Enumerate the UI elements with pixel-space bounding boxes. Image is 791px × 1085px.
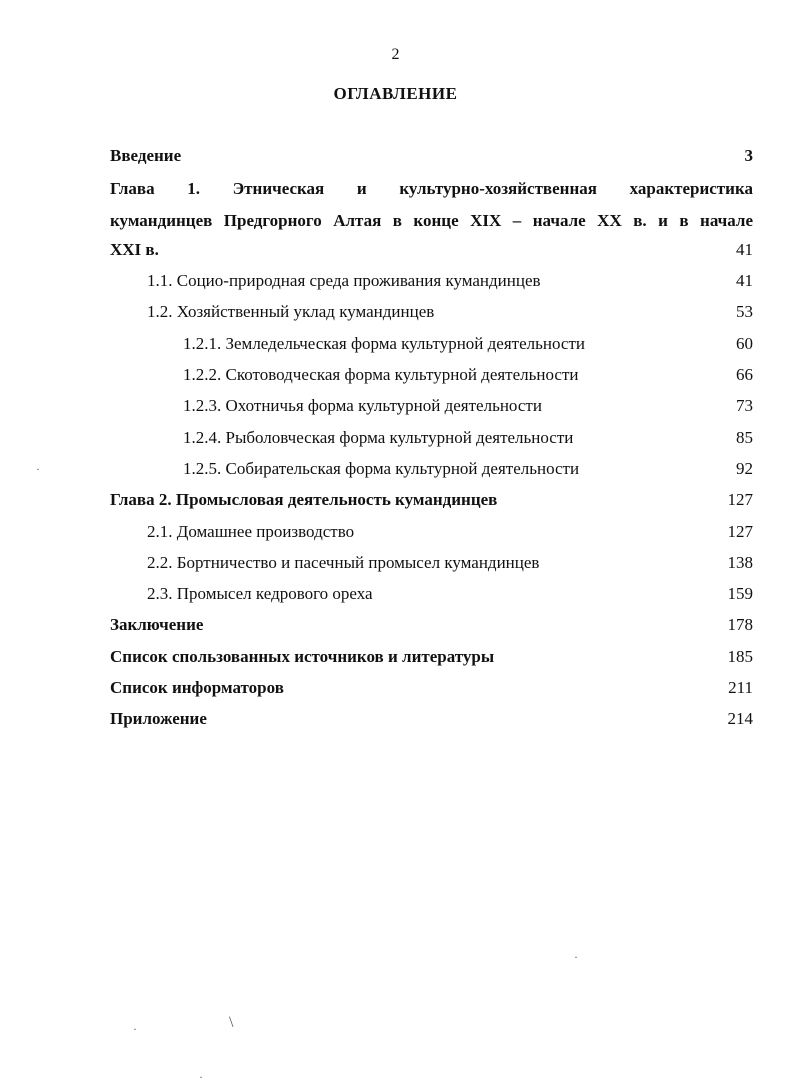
- speck-mark: ·: [133, 1022, 137, 1036]
- toc-entry-chapter1[interactable]: [110, 236, 753, 267]
- toc-entry-label: 1.2. Хозяйственный уклад кумандинцев: [147, 302, 435, 322]
- toc-entry-label: 2.3. Промысел кедрового ореха: [147, 584, 373, 604]
- toc-entry-1-2-4[interactable]: [110, 424, 753, 455]
- toc-entry-label: 1.1. Социо-природная среда проживания кумандинцев: [147, 271, 541, 291]
- speck-mark: ·: [36, 462, 40, 476]
- toc-entry-label: Приложение: [110, 709, 207, 729]
- toc-entry-label: 1.2.1. Земледельческая форма культурной деятельности: [183, 333, 585, 353]
- toc-chapter1-line2[interactable]: кумандинцев Предгорного Алтая в конце XIX – начале XX в. и в начале: [110, 210, 753, 230]
- toc-entry-label: 2.2. Бортничество и пасечный промысел кумандинцев: [147, 552, 540, 572]
- toc-entry-page: 66: [736, 365, 753, 385]
- speck-mark: ·: [199, 1070, 203, 1084]
- speck-mark: ·: [574, 950, 578, 964]
- toc-entry-1-2-5[interactable]: [110, 455, 753, 486]
- toc-entry-informants[interactable]: [110, 674, 753, 705]
- toc-entry-page: 159: [727, 584, 753, 604]
- toc-entry-page: 73: [736, 396, 753, 416]
- page-number: 2: [391, 46, 400, 63]
- toc-entry-page: 3: [744, 146, 753, 165]
- toc-entry-label: Список информаторов: [110, 678, 284, 698]
- toc-entry-page: 127: [727, 490, 753, 510]
- toc-entry-page: 41: [736, 239, 753, 259]
- toc-entry-1-2[interactable]: [110, 298, 753, 329]
- toc-entry-page: 127: [727, 521, 753, 541]
- toc-entry-page: 60: [736, 333, 753, 353]
- toc-entry-1-2-2[interactable]: [110, 361, 753, 392]
- toc-entry-2-2[interactable]: [110, 549, 753, 580]
- toc-entry-label: 1.2.5. Собирательская форма культурной деятельности: [183, 458, 580, 478]
- toc-entry-label: Глава 2. Промысловая деятельность кумандинцев: [110, 490, 498, 510]
- page-title: ОГЛАВЛЕНИЕ: [333, 84, 458, 103]
- speck-mark: \: [229, 1014, 234, 1031]
- toc-entry-conclusion[interactable]: [110, 611, 753, 642]
- toc-entry-page: 41: [736, 271, 753, 291]
- toc-entry-1-1[interactable]: [110, 267, 753, 298]
- toc-entry-1-2-1[interactable]: [110, 330, 753, 361]
- toc-entry-page: 85: [736, 427, 753, 447]
- toc-entry-label: 1.2.4. Рыболовческая форма культурной деятельности: [183, 427, 574, 447]
- toc-entry-label: Введение: [110, 146, 182, 165]
- toc-entry-1-2-3[interactable]: [110, 392, 753, 423]
- toc-entry-label: Заключение: [110, 615, 204, 635]
- toc-entry-page: 138: [727, 552, 753, 572]
- toc-entry-page: 178: [727, 615, 753, 635]
- toc-entry-page: 211: [728, 678, 753, 698]
- toc-entry-chapter2[interactable]: [110, 486, 753, 517]
- toc-entry-2-3[interactable]: [110, 580, 753, 611]
- toc-entry-appendix[interactable]: [110, 705, 753, 736]
- toc-chapter1-line1[interactable]: Глава 1. Этническая и культурно-хозяйственная характеристика: [110, 179, 753, 199]
- toc-entry-sources[interactable]: [110, 643, 753, 674]
- toc-entry-label: Список спользованных источников и литературы: [110, 646, 495, 666]
- toc-entry-page: 185: [727, 646, 753, 666]
- toc-chapter1-line3: XXI в.: [110, 239, 159, 259]
- toc-entry-label: 2.1. Домашнее производство: [147, 521, 355, 541]
- toc-entry-intro[interactable]: [110, 142, 753, 173]
- toc-entry-page: 92: [736, 458, 753, 478]
- toc-entry-label: 1.2.3. Охотничья форма культурной деятельности: [183, 396, 542, 416]
- toc-entry-page: 214: [727, 709, 753, 729]
- table-of-contents: [110, 142, 753, 737]
- toc-entry-label: 1.2.2. Скотоводческая форма культурной деятельности: [183, 365, 579, 385]
- toc-entry-2-1[interactable]: [110, 518, 753, 549]
- toc-entry-page: 53: [736, 302, 753, 322]
